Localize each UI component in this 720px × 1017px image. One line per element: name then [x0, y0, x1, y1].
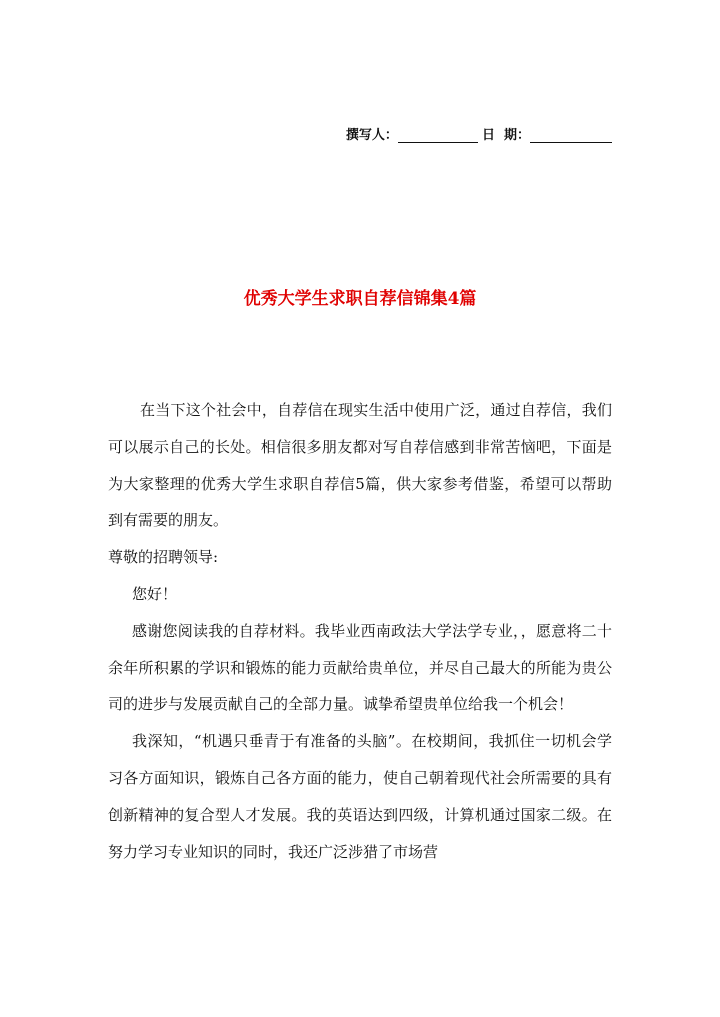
body-paragraph-1: 感谢您阅读我的自荐材料。我毕业西南政法大学法学专业，，愿意将二十余年所积累的学识和锻炼的能力贡献给贵单位，并尽自己最大的所能为贵公司的进步与发展贡献自己的全部力量。诚挚希望贵单位给我一个机会！ [108, 621, 612, 714]
salutation: 尊敬的招聘领导: [108, 548, 219, 567]
body-paragraph-2: 我深知，“机遇只垂青于有准备的头脑”。在校期间，我抓住一切机会学习各方面知识，锻炼自己各方面的能力，使自己朝着现代社会所需要的具有创新精神的复合型人才发展。我的英语达到四级，计算机通过国家二级。在努力学习专业知识的同时，我还广泛涉猎了市场营 [108, 732, 612, 861]
intro-paragraph: 在当下这个社会中，自荐信在现实生活中使用广泛，通过自荐信，我们可以展示自己的长处。相信很多朋友都对写自荐信感到非常苦恼吧，下面是为大家整理的优秀大学生求职自荐信5篇，供大家参考借鉴，希望可以帮助到有需要的朋友。 [108, 401, 612, 530]
author-label: 撰写人： [345, 128, 398, 143]
date-label: 日 期： [481, 128, 530, 143]
greeting: 您好！ [132, 584, 178, 603]
document-title: 优秀大学生求职自荐信锦集4篇 [243, 289, 477, 309]
document-body [108, 392, 612, 870]
author-blank-line [398, 128, 478, 143]
date-blank-line [530, 128, 612, 143]
byline [346, 124, 612, 143]
